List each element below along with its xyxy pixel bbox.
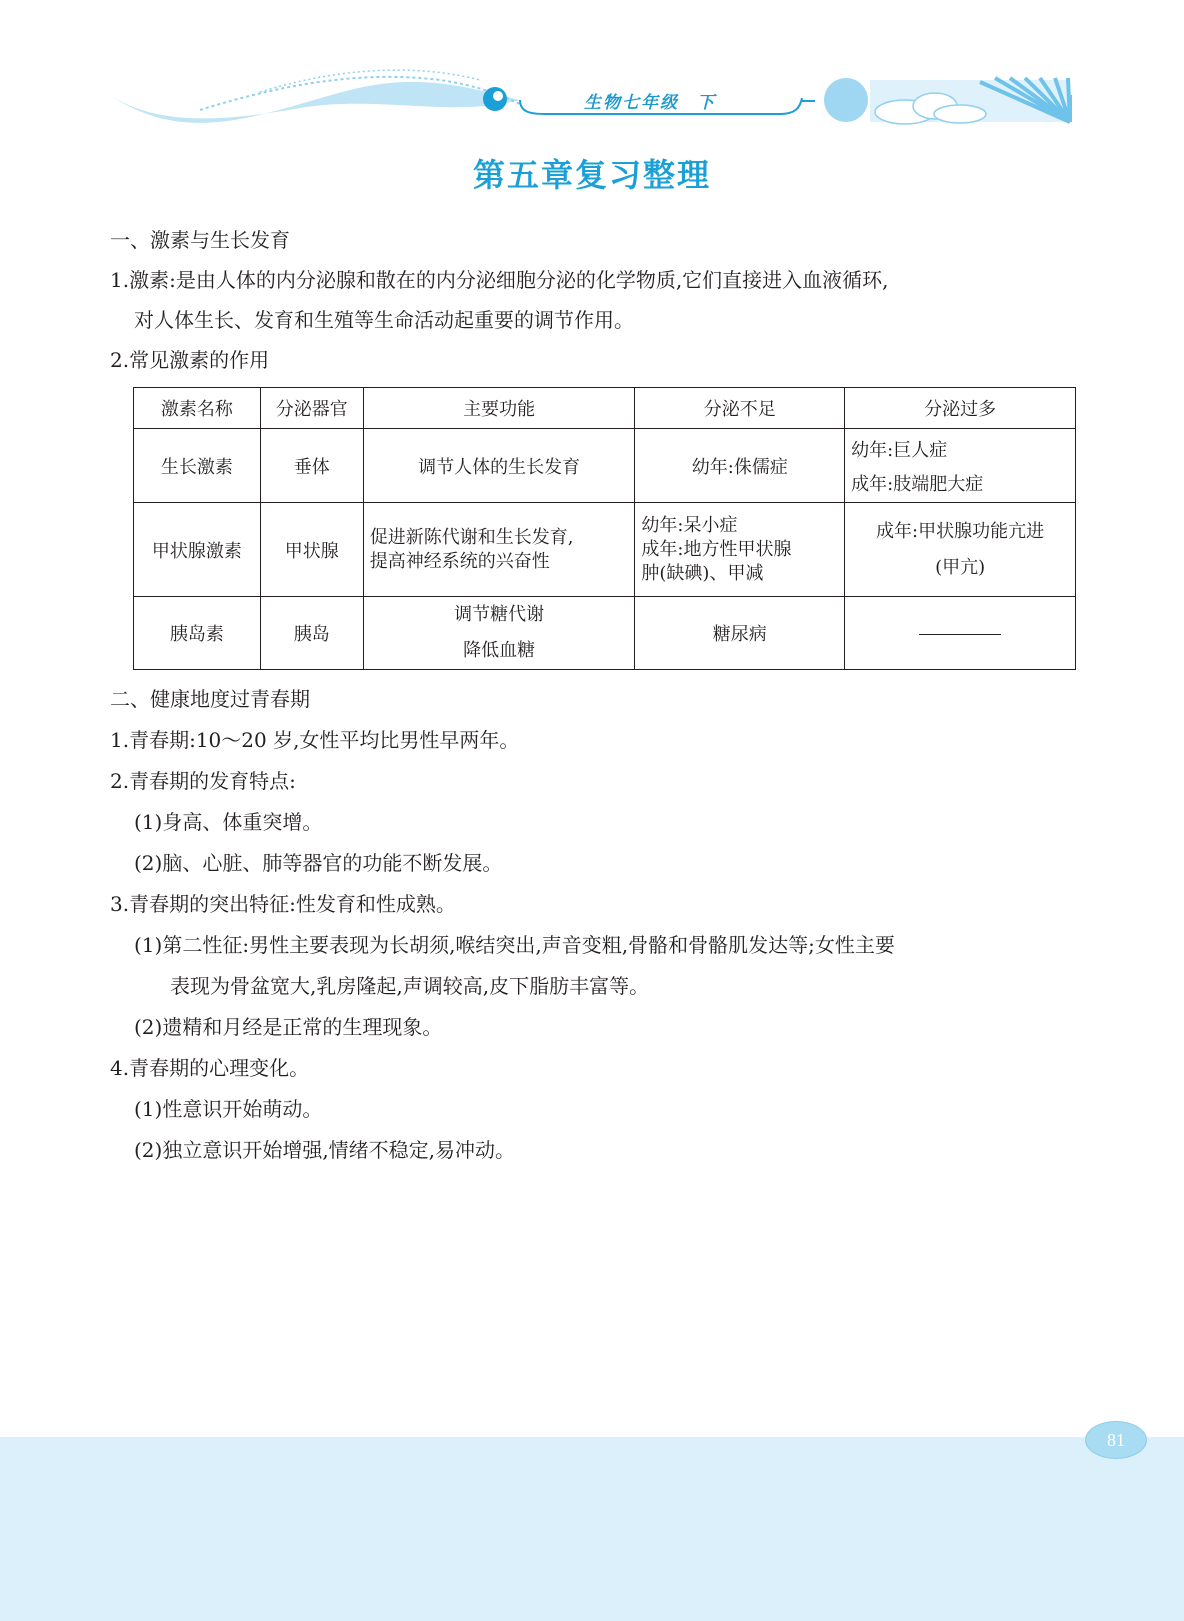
table-cell: 甲状腺激素: [134, 503, 261, 597]
paragraph-line: 表现为骨盆宽大,乳房隆起,声调较高,皮下脂肪丰富等。: [170, 974, 650, 998]
running-head: [584, 88, 716, 113]
table-cell: 胰岛: [260, 597, 363, 670]
column-header: 分泌过多: [845, 388, 1076, 429]
paragraph-line: 1.青春期:10～20 岁,女性平均比男性早两年。: [110, 728, 520, 752]
blank-dash: [919, 633, 1001, 635]
paragraph-line: (2)遗精和月经是正常的生理现象。: [134, 1015, 443, 1039]
paragraph-line: 2.常见激素的作用: [110, 348, 270, 372]
cell-line: 成年:肢端肥大症: [851, 473, 984, 495]
page-header-banner: [0, 0, 1184, 140]
paragraph-line: (2)独立意识开始增强,情绪不稳定,易冲动。: [134, 1138, 516, 1162]
chapter-title: 第五章复习整理: [472, 156, 711, 194]
paragraph-line: (1)性意识开始萌动。: [134, 1097, 323, 1121]
cell-line: 肿(缺碘)、甲减: [641, 562, 764, 584]
subject-label: 生物七年级: [584, 93, 679, 113]
table-cell: [635, 503, 845, 597]
cell-line: 成年:甲状腺功能亢进: [876, 520, 1045, 542]
table-cell: 生长激素: [134, 429, 261, 503]
paragraph-line: 1.激素:是由人体的内分泌腺和散在的内分泌细胞分泌的化学物质,它们直接进入血液循环,: [110, 268, 889, 292]
volume-label: 下: [697, 93, 716, 113]
paragraph-line: (1)身高、体重突增。: [134, 810, 323, 834]
table-cell: [845, 429, 1076, 503]
wave-decoration: [0, 0, 1184, 140]
cell-line: 幼年:呆小症: [641, 514, 738, 536]
paragraph-line: (1)第二性征:男性主要表现为长胡须,喉结突出,声音变粗,骨骼和骨骼肌发达等;女性主要: [134, 933, 895, 957]
column-header: 分泌不足: [635, 388, 845, 429]
paragraph-line: 4.青春期的心理变化。: [110, 1056, 310, 1080]
table-cell: 甲状腺: [260, 503, 363, 597]
cell-line: (甲亢): [935, 556, 986, 578]
cell-line: 促进新陈代谢和生长发育,: [369, 526, 574, 548]
cell-line: 降低血糖: [463, 640, 536, 661]
column-header: 分泌器官: [260, 388, 363, 429]
paragraph-line: 2.青春期的发育特点:: [110, 769, 296, 793]
page-number: 81: [1085, 1421, 1147, 1459]
table-cell: [845, 597, 1076, 670]
cell-line: 提高神经系统的兴奋性: [369, 550, 550, 572]
table-cell: 垂体: [260, 429, 363, 503]
table-cell: 胰岛素: [134, 597, 261, 670]
footer-band: [0, 1437, 1184, 1621]
cell-line: 调节糖代谢: [454, 604, 545, 625]
column-header: 主要功能: [363, 388, 635, 429]
table-header-row: [134, 388, 1076, 429]
cell-line: 幼年:巨人症: [851, 439, 948, 461]
table-row: [134, 597, 1076, 670]
table-cell: [363, 503, 635, 597]
column-header: 激素名称: [134, 388, 261, 429]
table-cell: [363, 597, 635, 670]
hormone-table: [133, 387, 1076, 670]
table-cell: 幼年:侏儒症: [635, 429, 845, 503]
cell-line: 成年:地方性甲状腺: [641, 538, 792, 560]
section-heading: 一、激素与生长发育: [110, 228, 290, 252]
table-row: [134, 429, 1076, 503]
section-heading: 二、健康地度过青春期: [110, 687, 310, 711]
table-cell: 糖尿病: [635, 597, 845, 670]
table-cell: [845, 503, 1076, 597]
paragraph-line: (2)脑、心脏、肺等器官的功能不断发展。: [134, 851, 503, 875]
table-cell: 调节人体的生长发育: [363, 429, 635, 503]
table-row: [134, 503, 1076, 597]
paragraph-line: 对人体生长、发育和生殖等生命活动起重要的调节作用。: [134, 308, 634, 332]
paragraph-line: 3.青春期的突出特征:性发育和性成熟。: [110, 892, 456, 916]
